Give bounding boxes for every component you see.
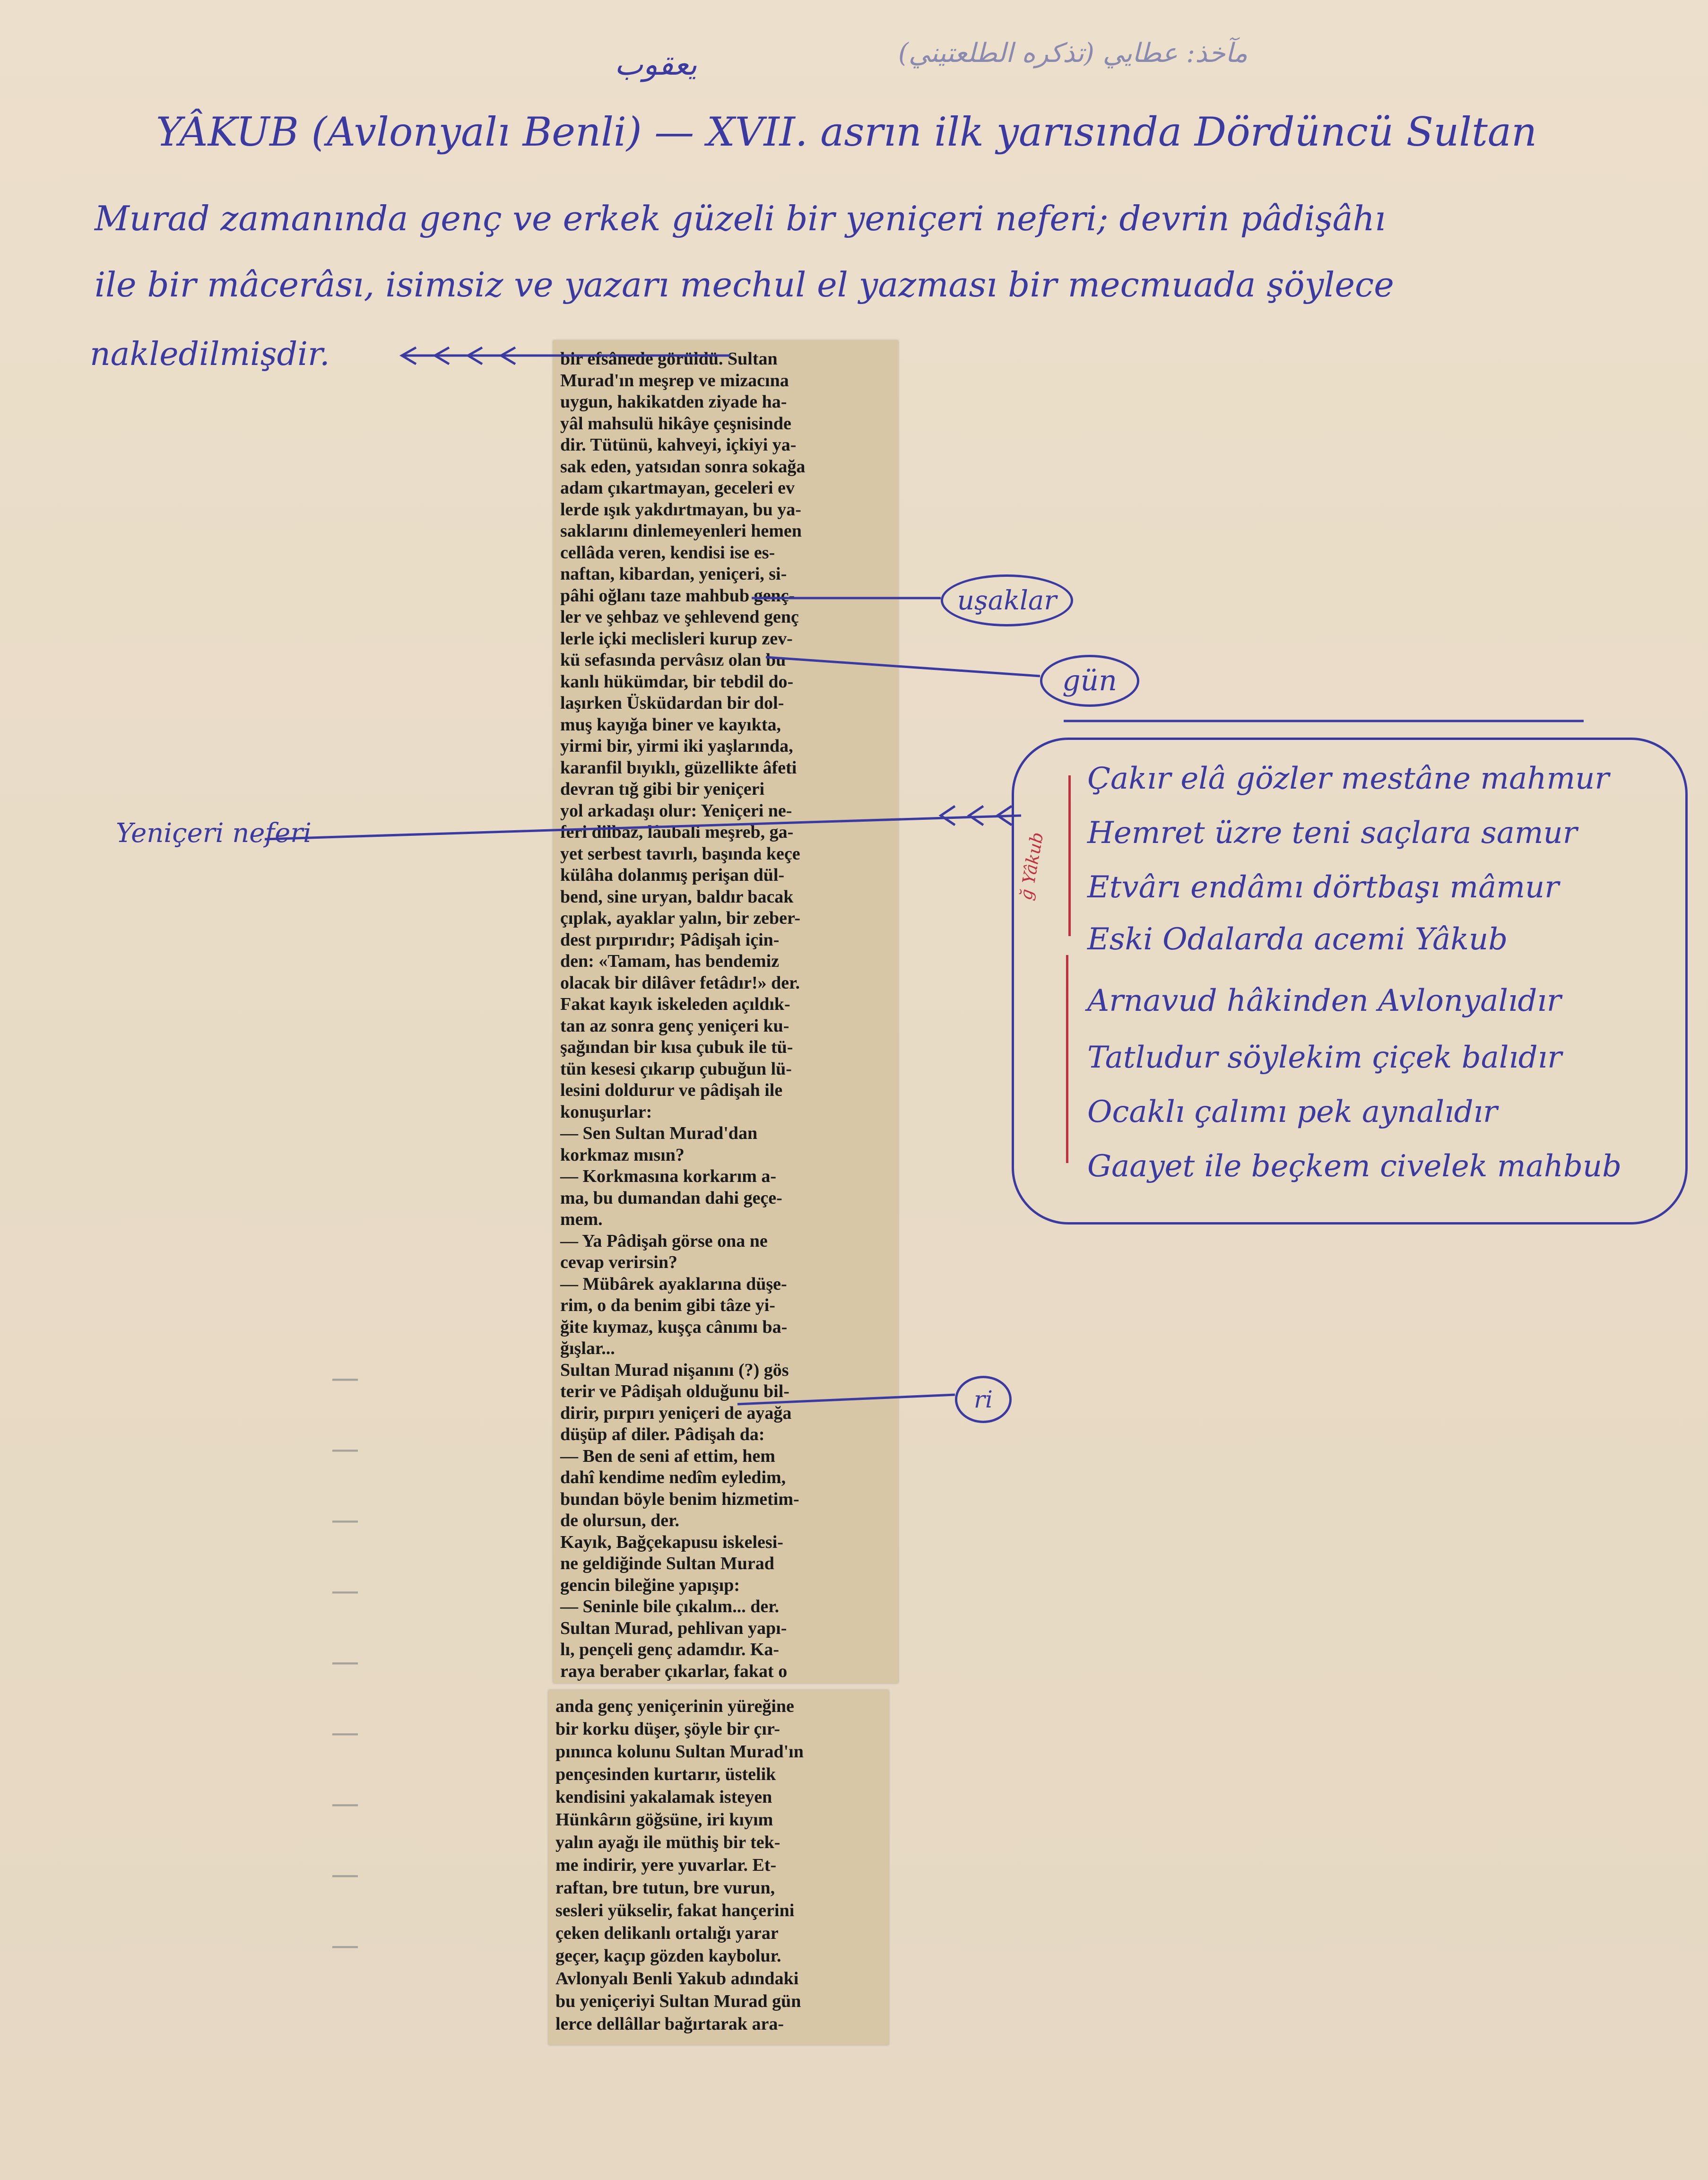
faded-mark: — (331, 1787, 359, 1820)
poem-line-1: Çakır elâ gözler mestâne mahmur (1087, 761, 1609, 796)
faded-mark: — (331, 1574, 359, 1607)
clipping-line: sesleri yükselir, fakat hançerini (555, 1901, 795, 1920)
clipping-line: feri dilbaz, lâübali meşreb, ga- (560, 822, 794, 842)
header-line-2: Murad zamanında genç ve erkek güzeli bir yeniçeri neferi; devrin pâdişâhı (95, 199, 1386, 238)
faded-mark: — (331, 1503, 359, 1537)
header-line-4: nakledilmişdir. (90, 336, 330, 373)
clipping-line: tün kesesi çıkarıp çubuğun lü- (560, 1059, 792, 1079)
clipping-line: dahî kendime nedîm eyledim, (560, 1468, 786, 1487)
clipping-line: ğite kıymaz, kuşça cânımı ba- (560, 1317, 788, 1337)
clipping-line: raftan, bre tutun, bre vurun, (555, 1878, 775, 1898)
clipping-line: saklarını dinlemeyenleri hemen (560, 521, 802, 541)
clipping-line: lerce dellâllar bağırtarak ara- (555, 2014, 784, 2034)
poem-line-7: Ocaklı çalımı pek aynalıdır (1087, 1094, 1498, 1129)
clipping-line: düşüp af diler. Pâdişah da: (560, 1424, 765, 1444)
clipping-line: konuşurlar: (560, 1102, 652, 1122)
clipping-line: me indirir, yere yuvarlar. Et- (555, 1855, 777, 1875)
clipping-line: ma, bu dumandan dahi geçe- (560, 1188, 782, 1208)
clipping-line: yol arkadaşı olur: Yeniçeri ne- (560, 800, 792, 821)
poem-line-5: Arnavud hâkinden Avlonyalıdır (1087, 983, 1561, 1018)
clipping-line: anda genç yeniçerinin yüreğine (555, 1696, 794, 1716)
clipping-line: Avlonyalı Benli Yakub adındaki (555, 1969, 799, 1989)
clipping-line: kendisini yakalamak isteyen (555, 1787, 772, 1807)
clipping-line: pınınca kolunu Sultan Murad'ın (555, 1742, 804, 1762)
clipping-line: laşırken Üsküdardan bir dol- (560, 693, 784, 713)
clipping-line: — Korkmasına korkarım a- (560, 1166, 777, 1186)
clipping-line: dest pırpırıdır; Pâdişah için- (560, 929, 780, 950)
clipping-line: uygun, hakikatden ziyade ha- (560, 392, 787, 412)
clipping-line: ne geldiğinde Sultan Murad (560, 1554, 774, 1573)
clipping-line: naftan, kibardan, yeniçeri, si- (560, 564, 787, 584)
clipping-line: cevap verirsin? (560, 1252, 678, 1272)
clipping-line: — Ben de seni af ettim, hem (560, 1446, 775, 1466)
red-margin-note: ğ Yâkub (1016, 831, 1048, 902)
clipping-line: bir efsânede görüldü. Sultan (560, 349, 778, 369)
clipping-line: bir korku düşer, şöyle bir çır- (555, 1719, 780, 1739)
clipping-line: pençesinden kurtarır, üstelik (555, 1764, 776, 1784)
clipping-line: devran tığ gibi bir yeniçeri (560, 779, 765, 799)
clipping-line: korkmaz mısın? (560, 1145, 685, 1165)
header-line-1: YÂKUB (Avlonyalı Benli) — XVII. asrın ilk yarısında Dördüncü Sultan (156, 109, 1537, 155)
clipping-line: cellâda veren, kendisi ise es- (560, 542, 775, 563)
clipping-line: yirmi bir, yirmi iki yaşlarında, (560, 736, 793, 756)
clipping-line: raya beraber çıkarlar, fakat o (560, 1661, 788, 1681)
clipping-line: yet serbest tavırlı, başında keçe (560, 843, 800, 864)
clipping-line: geçer, kaçıp gözden kaybolur. (555, 1946, 781, 1966)
note-bubble-gun: gün (1040, 655, 1139, 707)
clipping-line: karanfil bıyıklı, güzellikte âfeti (560, 757, 797, 778)
arabic-name-note: يعقوب (615, 47, 697, 82)
note-bubble-ri: ri (955, 1376, 1012, 1423)
clipping-line: tan az sonra genç yeniçeri ku- (560, 1016, 789, 1036)
clipping-line: Hünkârın göğsüne, iri kıyım (555, 1810, 773, 1830)
clipping-line: de olursun, der. (560, 1511, 679, 1530)
clipping-line: yalın ayağı ile müthiş bir tek- (555, 1833, 780, 1852)
clipping-line: ğışlar... (560, 1338, 615, 1358)
clipping-line: — Seninle bile çıkalım... der. (560, 1597, 780, 1616)
clipping-line: pâhi oğlanı taze mahbub genç- (560, 585, 795, 606)
clipping-line: mem. (560, 1209, 603, 1229)
clipping-line: — Mübârek ayaklarına düşe- (560, 1274, 787, 1294)
clipping-line: terir ve Pâdişah olduğunu bil- (560, 1381, 789, 1401)
clipping-line: Sultan Murad nişanını (?) gös (560, 1360, 789, 1380)
red-margin-bar-1 (1068, 775, 1071, 936)
poem-line-6: Tatludur söylekim çiçek balıdır (1087, 1040, 1562, 1075)
poem-line-2: Hemret üzre teni saçlara samur (1087, 816, 1578, 851)
clipping-line: olacak bir dilâver fetâdır!» der. (560, 973, 800, 993)
poem-line-3: Etvârı endâmı dörtbaşı mâmur (1087, 870, 1559, 905)
clipping-line: bu yeniçeriyi Sultan Murad gün (555, 1991, 801, 2011)
clipping-line: bend, sine uryan, baldır bacak (560, 886, 794, 907)
clipping-line: çıplak, ayaklar yalın, bir zeber- (560, 908, 801, 928)
clipping-line: ler ve şehbaz ve şehlevend genç (560, 607, 799, 627)
clipping-line: kü sefasında pervâsız olan bu (560, 650, 786, 670)
clipping-line: Kayık, Bağçekapusu iskelesi- (560, 1532, 783, 1552)
poem-line-4: Eski Odalarda acemi Yâkub (1087, 922, 1508, 957)
red-margin-bar-2 (1066, 955, 1068, 1163)
faded-mark: — (331, 1858, 359, 1891)
faded-mark: — (331, 1362, 359, 1395)
clipping-line: dirir, pırpırı yeniçeri de ayağa (560, 1403, 792, 1423)
margin-note-yeniceri-neferi: Yeniçeri neferi (116, 818, 312, 849)
clipping-line: — Ya Pâdişah görse ona ne (560, 1231, 768, 1251)
clipping-line: kanlı hükümdar, bir tebdil do- (560, 671, 794, 692)
clipping-line: lı, pençeli genç adamdır. Ka- (560, 1640, 780, 1659)
clipping-line: rim, o da benim gibi tâze yi- (560, 1295, 775, 1315)
faded-mark: — (331, 1929, 359, 1962)
clipping-line: külâha dolanmış perişan dül- (560, 865, 785, 885)
note-bubble-usaklar: uşaklar (941, 574, 1073, 626)
clipping-line: gencin bileğine yapışıp: (560, 1575, 740, 1595)
clipping-line: çeken delikanlı ortalığı yarar (555, 1923, 779, 1943)
clipping-line: — Sen Sultan Murad'dan (560, 1123, 758, 1143)
header-line-3: ile bir mâcerâsı, isimsiz ve yazarı mechul el yazması bir mecmuada şöylece (95, 265, 1394, 304)
arabic-source-note: مآخذ: عطايي (تذكره الطلعتيني) (898, 38, 1248, 69)
clipping-line: şağından bir kısa çubuk ile tü- (560, 1037, 793, 1057)
poem-line-8: Gaayet ile beçkem civelek mahbub (1087, 1149, 1622, 1184)
clipping-line: lesini doldurur ve pâdişah ile (560, 1080, 783, 1100)
faded-mark: — (331, 1645, 359, 1678)
clipping-line: lerde ışık yakdırtmayan, bu ya- (560, 499, 801, 520)
clipping-line: den: «Tamam, has bendemiz (560, 951, 780, 971)
clipping-line: muş kayığa biner ve kayıkta, (560, 714, 781, 735)
clipping-line: Murad'ın meşrep ve mizacına (560, 370, 789, 391)
clipping-line: lerle içki meclisleri kurup zev- (560, 628, 793, 649)
clipping-line: Fakat kayık iskeleden açıldık- (560, 994, 790, 1014)
clipping-line: sak eden, yatsıdan sonra sokağa (560, 456, 806, 477)
clipping-line: dir. Tütünü, kahveyi, içkiyi ya- (560, 435, 797, 455)
clipping-line: adam çıkartmayan, geceleri ev (560, 478, 795, 498)
clipping-line: bundan böyle benim hizmetim- (560, 1489, 799, 1509)
clipping-line: Sultan Murad, pehlivan yapı- (560, 1618, 787, 1638)
faded-mark: — (331, 1433, 359, 1466)
faded-mark: — (331, 1716, 359, 1749)
clipping-line: yâl mahsulü hikâye çeşnisinde (560, 413, 791, 434)
